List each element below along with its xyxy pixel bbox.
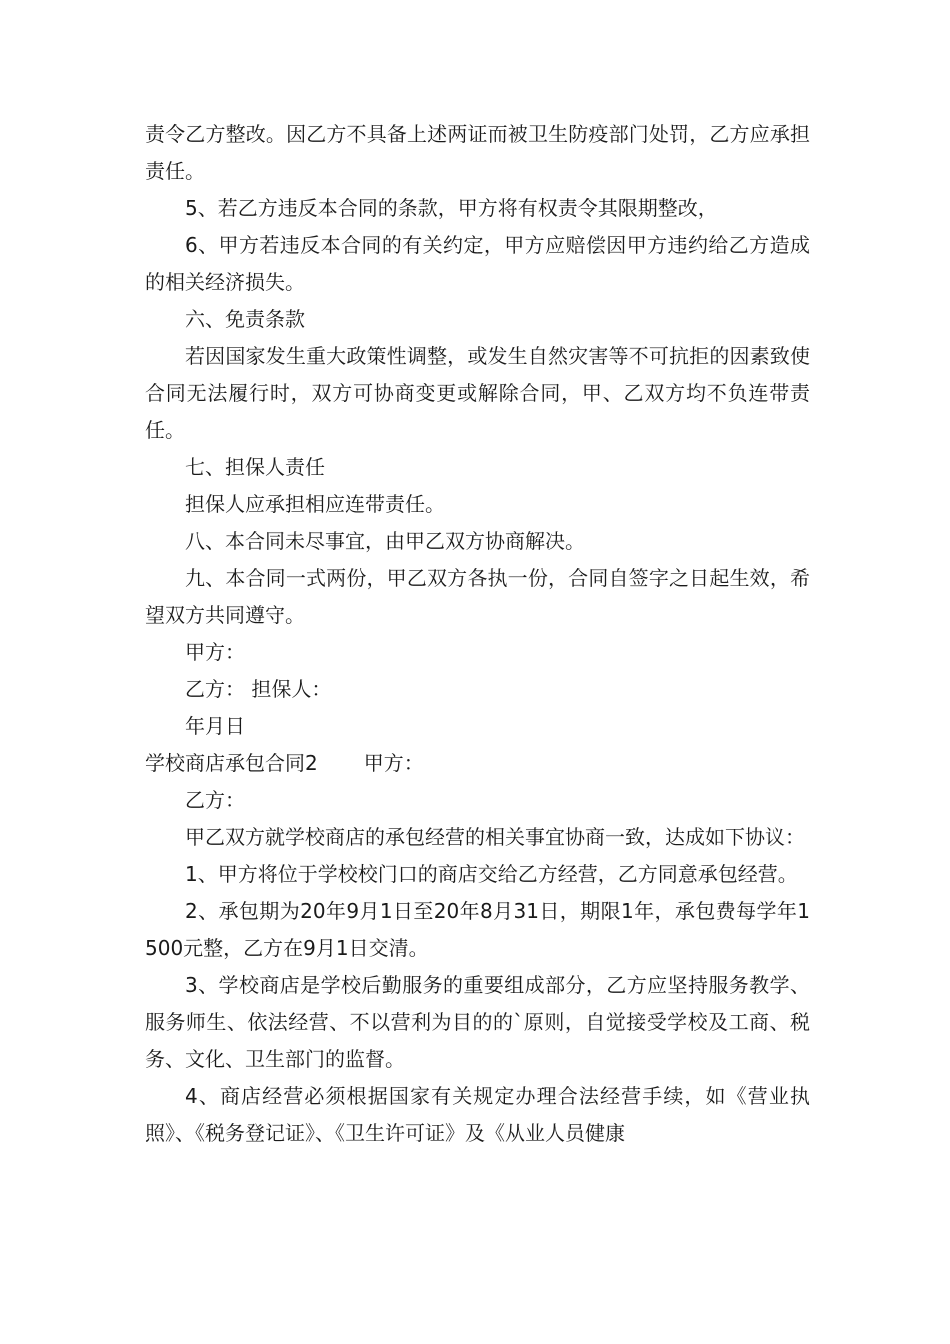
section-eight: 八、本合同未尽事宜，由甲乙双方协商解决。 [185,529,585,553]
signature-party-b-guarantor: 乙方： 担保人： [185,677,332,701]
contract-2-clause-2: 2、承包期为20年9月1日至20年8月31日，期限1年，承包费每学年1500元整，乙方在9月1日交清。 [145,899,810,960]
contract-2-intro: 甲乙双方就学校商店的承包经营的相关事宜协商一致，达成如下协议： [185,825,805,849]
section-heading-guarantor: 七、担保人责任 [185,455,325,479]
contract-2-title: 学校商店承包合同2 [145,751,318,775]
signature-party-a: 甲方： [185,640,245,664]
contract-2-party-a: 甲方： [363,751,424,775]
paragraph-guarantor: 担保人应承担相应连带责任。 [185,492,445,516]
signature-date: 年月日 [185,714,245,738]
contract-2-title-line [145,745,810,782]
clause-6: 6、甲方若违反本合同的有关约定，甲方应赔偿因甲方违约给乙方造成的相关经济损失。 [145,233,810,294]
contract-2-clause-3: 3、学校商店是学校后勤服务的重要组成部分，乙方应坚持服务教学、服务师生、依法经营、不以营利为目的的`原则，自觉接受学校及工商、税务、文化、卫生部门的监督。 [145,973,810,1071]
contract-2-party-b: 乙方： [185,788,245,812]
clause-5: 5、若乙方违反本合同的条款，甲方将有权责令其限期整改， [185,196,718,220]
section-heading-exemption: 六、免责条款 [185,307,305,331]
paragraph-exemption: 若因国家发生重大政策性调整，或发生自然灾害等不可抗拒的因素致使合同无法履行时，双方可协商变更或解除合同，甲、乙双方均不负连带责任。 [145,344,810,442]
section-nine: 九、本合同一式两份，甲乙双方各执一份，合同自签字之日起生效，希望双方共同遵守。 [145,566,810,627]
contract-2-clause-1: 1、甲方将位于学校校门口的商店交给乙方经营，乙方同意承包经营。 [185,862,798,886]
contract-2-clause-4: 4、商店经营必须根据国家有关规定办理合法经营手续，如《营业执照》、《税务登记证》、《卫生许可证》及《从业人员健康 [145,1084,810,1145]
paragraph-rectification: 责令乙方整改。因乙方不具备上述两证而被卫生防疫部门处罚，乙方应承担责任。 [145,122,810,183]
document-body [145,116,810,1152]
